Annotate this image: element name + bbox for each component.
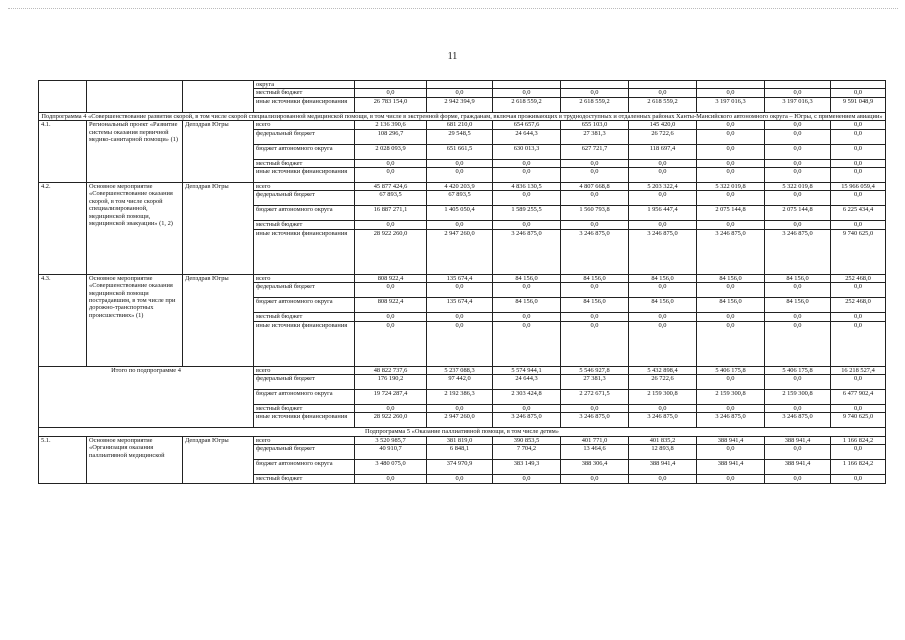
amount-cell: 0,0 [697,475,765,483]
amount-cell: 3 246 875,0 [561,229,629,274]
amount-cell: 9 591 048,9 [831,97,886,112]
amount-cell: 0,0 [355,313,427,321]
amount-cell: 6 848,1 [427,445,493,460]
amount-cell: 0,0 [765,405,831,413]
amount-cell: 0,0 [629,405,697,413]
table-row [39,183,886,191]
amount-cell: 0,0 [765,129,831,144]
amount-cell: 681 210,0 [427,121,493,129]
item-name-cell: Основное мероприятие «Организация оказания паллиативной медицинской [87,436,183,483]
amount-cell: 2 303 424,8 [493,390,561,405]
amount-cell: 0,0 [697,191,765,206]
funding-source-cell: бюджет автономного округа [254,206,355,221]
subprogram-4-total-label: Итого по подпрограмме 4 [39,366,254,428]
subprogram-header-row [39,112,886,120]
amount-cell: 2 618 559,2 [629,97,697,112]
amount-cell: 0,0 [493,405,561,413]
amount-cell: 0,0 [629,313,697,321]
amount-cell: 108 296,7 [355,129,427,144]
amount-cell: 5 432 898,4 [629,366,697,374]
amount-cell: 0,0 [355,89,427,97]
funding-source-cell: местный бюджет [254,221,355,229]
amount-cell: 135 674,4 [427,298,493,313]
item-name-cell: Основное мероприятие «Совершенствование оказания медицинской помощи пострадавшим, в том числе при дорожно-транспортных происшествиях» (1) [87,274,183,366]
funding-source-cell: всего [254,436,355,444]
amount-cell: 0,0 [697,283,765,298]
amount-cell: 388 941,4 [765,460,831,475]
amount-cell: 0,0 [765,144,831,159]
amount-cell: 5 322 019,8 [697,183,765,191]
scan-top-edge [8,8,898,10]
amount-cell: 97 442,0 [427,375,493,390]
amount-cell: 0,0 [697,168,765,183]
amount-cell: 19 724 287,4 [355,390,427,405]
funding-source-cell: местный бюджет [254,475,355,483]
amount-cell: 0,0 [765,168,831,183]
amount-cell: 0,0 [831,121,886,129]
amount-cell: 84 156,0 [561,298,629,313]
amount-cell: 390 853,5 [493,436,561,444]
amount-cell: 28 922 260,0 [355,229,427,274]
amount-cell: 0,0 [629,283,697,298]
amount-cell [355,81,427,89]
amount-cell: 24 644,3 [493,129,561,144]
amount-cell: 3 246 875,0 [697,413,765,428]
amount-cell: 145 420,0 [629,121,697,129]
amount-cell: 67 893,5 [355,191,427,206]
amount-cell: 16 218 527,4 [831,366,886,374]
amount-cell: 0,0 [427,475,493,483]
funding-source-cell: иные источники финансирования [254,321,355,366]
funding-source-cell: иные источники финансирования [254,229,355,274]
amount-cell: 383 149,3 [493,460,561,475]
amount-cell: 0,0 [493,89,561,97]
amount-cell: 6 477 902,4 [831,390,886,405]
amount-cell: 0,0 [831,168,886,183]
amount-cell: 3 197 016,3 [697,97,765,112]
amount-cell: 26 783 154,0 [355,97,427,112]
table-row [39,274,886,282]
amount-cell: 401 835,2 [629,436,697,444]
amount-cell: 0,0 [355,321,427,366]
amount-cell: 0,0 [765,445,831,460]
amount-cell: 0,0 [765,121,831,129]
amount-cell: 27 381,3 [561,129,629,144]
amount-cell: 0,0 [561,405,629,413]
amount-cell: 26 722,6 [629,375,697,390]
amount-cell: 3 246 875,0 [697,229,765,274]
amount-cell: 401 771,0 [561,436,629,444]
funding-source-cell: местный бюджет [254,405,355,413]
amount-cell: 84 156,0 [561,274,629,282]
amount-cell: 0,0 [765,159,831,167]
amount-cell [427,81,493,89]
amount-cell: 0,0 [493,221,561,229]
empty-cell [183,81,254,113]
amount-cell: 3 197 016,3 [765,97,831,112]
amount-cell: 0,0 [561,159,629,167]
amount-cell: 12 893,8 [629,445,697,460]
amount-cell: 0,0 [831,89,886,97]
amount-cell: 6 225 434,4 [831,206,886,221]
amount-cell: 0,0 [831,475,886,483]
amount-cell [697,81,765,89]
amount-cell: 28 922 260,0 [355,413,427,428]
amount-cell: 0,0 [831,144,886,159]
amount-cell: 0,0 [427,89,493,97]
amount-cell: 0,0 [697,144,765,159]
funding-source-cell: федеральный бюджет [254,129,355,144]
amount-cell: 3 246 875,0 [765,229,831,274]
amount-cell: 2 618 559,2 [561,97,629,112]
funding-source-cell: иные источники финансирования [254,413,355,428]
amount-cell: 0,0 [427,221,493,229]
amount-cell: 2 947 260,0 [427,413,493,428]
amount-cell: 2 028 093,9 [355,144,427,159]
amount-cell: 0,0 [765,375,831,390]
amount-cell: 84 156,0 [765,298,831,313]
executor-cell: Депздрав Югры [183,183,254,275]
amount-cell: 0,0 [629,168,697,183]
amount-cell: 0,0 [629,159,697,167]
funding-source-cell: местный бюджет [254,313,355,321]
amount-cell: 0,0 [493,313,561,321]
funding-source-cell: федеральный бюджет [254,445,355,460]
amount-cell: 630 013,3 [493,144,561,159]
amount-cell: 3 520 985,7 [355,436,427,444]
amount-cell: 15 966 059,4 [831,183,886,191]
amount-cell: 0,0 [561,168,629,183]
amount-cell: 0,0 [831,221,886,229]
funding-source-cell: бюджет автономного округа [254,460,355,475]
amount-cell: 2 192 386,3 [427,390,493,405]
amount-cell: 0,0 [697,121,765,129]
funding-source-cell: федеральный бюджет [254,283,355,298]
amount-cell: 2 942 394,9 [427,97,493,112]
amount-cell: 84 156,0 [629,274,697,282]
amount-cell: 4 807 668,8 [561,183,629,191]
amount-cell: 388 941,4 [697,460,765,475]
amount-cell: 0,0 [765,283,831,298]
amount-cell: 0,0 [561,321,629,366]
amount-cell: 0,0 [561,191,629,206]
amount-cell: 0,0 [697,89,765,97]
amount-cell: 135 674,4 [427,274,493,282]
amount-cell: 1 166 824,2 [831,436,886,444]
amount-cell: 654 657,6 [493,121,561,129]
amount-cell: 0,0 [697,221,765,229]
amount-cell: 0,0 [355,475,427,483]
amount-cell: 0,0 [765,313,831,321]
amount-cell: 0,0 [831,375,886,390]
amount-cell [493,81,561,89]
amount-cell: 0,0 [629,221,697,229]
amount-cell: 0,0 [561,283,629,298]
amount-cell: 0,0 [831,129,886,144]
amount-cell: 0,0 [831,445,886,460]
empty-cell [39,81,87,113]
amount-cell: 3 246 875,0 [493,413,561,428]
amount-cell: 0,0 [561,89,629,97]
executor-cell: Депздрав Югры [183,121,254,183]
amount-cell: 374 970,9 [427,460,493,475]
amount-cell: 0,0 [831,405,886,413]
budget-table [38,80,886,484]
amount-cell: 24 644,3 [493,375,561,390]
amount-cell: 388 941,4 [697,436,765,444]
amount-cell [765,81,831,89]
amount-cell [561,81,629,89]
amount-cell: 29 548,5 [427,129,493,144]
funding-source-cell: округа [254,81,355,89]
amount-cell: 0,0 [629,89,697,97]
funding-source-cell: всего [254,183,355,191]
funding-source-cell: бюджет автономного округа [254,298,355,313]
amount-cell: 84 156,0 [697,298,765,313]
amount-cell: 0,0 [765,191,831,206]
page-number: 11 [447,51,458,62]
table-row [39,366,886,374]
amount-cell: 0,0 [355,283,427,298]
amount-cell: 808 922,4 [355,274,427,282]
amount-cell: 388 941,4 [765,436,831,444]
amount-cell: 1 560 793,8 [561,206,629,221]
amount-cell: 4 836 130,5 [493,183,561,191]
amount-cell: 2 136 390,6 [355,121,427,129]
amount-cell: 651 661,5 [427,144,493,159]
amount-cell: 252 468,0 [831,298,886,313]
amount-cell: 0,0 [355,159,427,167]
funding-source-cell: федеральный бюджет [254,191,355,206]
amount-cell: 9 740 625,0 [831,413,886,428]
executor-cell: Депздрав Югры [183,436,254,483]
amount-cell: 84 156,0 [697,274,765,282]
funding-source-cell: всего [254,366,355,374]
amount-cell: 0,0 [561,313,629,321]
amount-cell: 2 159 300,8 [629,390,697,405]
amount-cell: 16 887 271,1 [355,206,427,221]
amount-cell: 0,0 [427,321,493,366]
amount-cell: 0,0 [355,221,427,229]
amount-cell: 0,0 [831,321,886,366]
subprogram-5-title: Подпрограмма 5 «Оказание паллиативной помощи, в том числе детям» [39,428,886,436]
amount-cell: 9 740 625,0 [831,229,886,274]
empty-cell [87,81,183,113]
amount-cell: 4 420 203,9 [427,183,493,191]
amount-cell: 0,0 [427,168,493,183]
amount-cell: 0,0 [765,475,831,483]
item-name-cell: Основное мероприятие «Совершенствование оказания скорой, в том числе скорой специализированной, медицинской помощи, медицинской эвакуации» (1, 2) [87,183,183,275]
amount-cell: 0,0 [831,313,886,321]
amount-cell: 388 941,4 [629,460,697,475]
amount-cell: 0,0 [697,321,765,366]
amount-cell: 0,0 [697,313,765,321]
amount-cell: 5 406 175,8 [697,366,765,374]
amount-cell: 176 190,2 [355,375,427,390]
amount-cell: 67 893,5 [427,191,493,206]
amount-cell: 13 464,6 [561,445,629,460]
funding-source-cell: бюджет автономного округа [254,144,355,159]
amount-cell: 1 956 447,4 [629,206,697,221]
funding-source-cell: местный бюджет [254,159,355,167]
item-number-cell: 4.1. [39,121,87,183]
amount-cell: 5 574 944,1 [493,366,561,374]
amount-cell: 3 246 875,0 [629,413,697,428]
amount-cell: 0,0 [493,191,561,206]
amount-cell: 0,0 [427,313,493,321]
funding-source-cell: бюджет автономного округа [254,390,355,405]
amount-cell: 627 721,7 [561,144,629,159]
amount-cell: 118 697,4 [629,144,697,159]
amount-cell: 0,0 [765,321,831,366]
amount-cell: 5 203 322,4 [629,183,697,191]
amount-cell: 2 159 300,8 [697,390,765,405]
amount-cell: 48 822 737,6 [355,366,427,374]
amount-cell: 84 156,0 [629,298,697,313]
amount-cell: 0,0 [697,445,765,460]
amount-cell: 0,0 [765,221,831,229]
amount-cell: 3 246 875,0 [629,229,697,274]
amount-cell: 0,0 [561,475,629,483]
subprogram-header-row [39,428,886,436]
amount-cell: 0,0 [831,159,886,167]
subprogram-4-title: Подпрограмма 4 «Совершенствование развития скорой, в том числе скорой специализированной медицинской помощи, в том числе в экстренной форме, гражданам, включая проживающих в труднодоступных и отдаленных районах Ханты-Мансийского автономного округа – Югры, с применением авиации» [39,112,886,120]
funding-source-cell: местный бюджет [254,89,355,97]
amount-cell: 381 819,0 [427,436,493,444]
amount-cell: 0,0 [697,405,765,413]
amount-cell: 252 468,0 [831,274,886,282]
funding-source-cell: федеральный бюджет [254,375,355,390]
amount-cell: 0,0 [831,191,886,206]
amount-cell: 388 306,4 [561,460,629,475]
amount-cell: 0,0 [629,321,697,366]
amount-cell: 5 546 927,8 [561,366,629,374]
funding-source-cell: всего [254,121,355,129]
amount-cell: 3 246 875,0 [493,229,561,274]
amount-cell: 2 618 559,2 [493,97,561,112]
amount-cell: 808 922,4 [355,298,427,313]
amount-cell: 2 075 144,8 [765,206,831,221]
item-number-cell: 4.2. [39,183,87,275]
funding-source-cell: иные источники финансирования [254,168,355,183]
executor-cell: Депздрав Югры [183,274,254,366]
amount-cell: 0,0 [493,159,561,167]
amount-cell: 84 156,0 [765,274,831,282]
amount-cell: 5 406 175,8 [765,366,831,374]
amount-cell: 2 159 300,8 [765,390,831,405]
table-row [39,436,886,444]
amount-cell: 7 704,2 [493,445,561,460]
amount-cell: 0,0 [765,89,831,97]
amount-cell: 0,0 [355,405,427,413]
amount-cell: 5 322 019,8 [765,183,831,191]
amount-cell: 5 237 088,3 [427,366,493,374]
amount-cell: 655 103,0 [561,121,629,129]
amount-cell: 0,0 [493,321,561,366]
amount-cell: 0,0 [493,475,561,483]
amount-cell: 27 381,3 [561,375,629,390]
amount-cell: 84 156,0 [493,298,561,313]
amount-cell: 0,0 [629,475,697,483]
amount-cell: 45 877 424,6 [355,183,427,191]
amount-cell: 0,0 [427,283,493,298]
amount-cell: 0,0 [697,375,765,390]
amount-cell: 26 722,6 [629,129,697,144]
amount-cell: 0,0 [697,129,765,144]
amount-cell [629,81,697,89]
amount-cell: 0,0 [427,159,493,167]
item-name-cell: Региональный проект «Развитие системы оказания первичной медико-санитарной помощи» (1) [87,121,183,183]
funding-source-cell: всего [254,274,355,282]
table-row [39,81,886,89]
table-row [39,121,886,129]
amount-cell: 0,0 [697,159,765,167]
amount-cell: 0,0 [355,168,427,183]
amount-cell: 0,0 [493,283,561,298]
amount-cell: 0,0 [561,221,629,229]
amount-cell: 2 075 144,8 [697,206,765,221]
amount-cell: 0,0 [629,191,697,206]
amount-cell: 2 947 260,0 [427,229,493,274]
amount-cell: 1 405 050,4 [427,206,493,221]
amount-cell: 0,0 [831,283,886,298]
amount-cell [831,81,886,89]
amount-cell: 1 166 824,2 [831,460,886,475]
amount-cell: 0,0 [427,405,493,413]
item-number-cell: 4.3. [39,274,87,366]
amount-cell: 1 589 255,5 [493,206,561,221]
amount-cell: 40 910,7 [355,445,427,460]
amount-cell: 2 272 671,5 [561,390,629,405]
amount-cell: 3 246 875,0 [765,413,831,428]
amount-cell: 3 480 075,0 [355,460,427,475]
item-number-cell: 5.1. [39,436,87,483]
funding-source-cell: иные источники финансирования [254,97,355,112]
amount-cell: 3 246 875,0 [561,413,629,428]
amount-cell: 0,0 [493,168,561,183]
amount-cell: 84 156,0 [493,274,561,282]
